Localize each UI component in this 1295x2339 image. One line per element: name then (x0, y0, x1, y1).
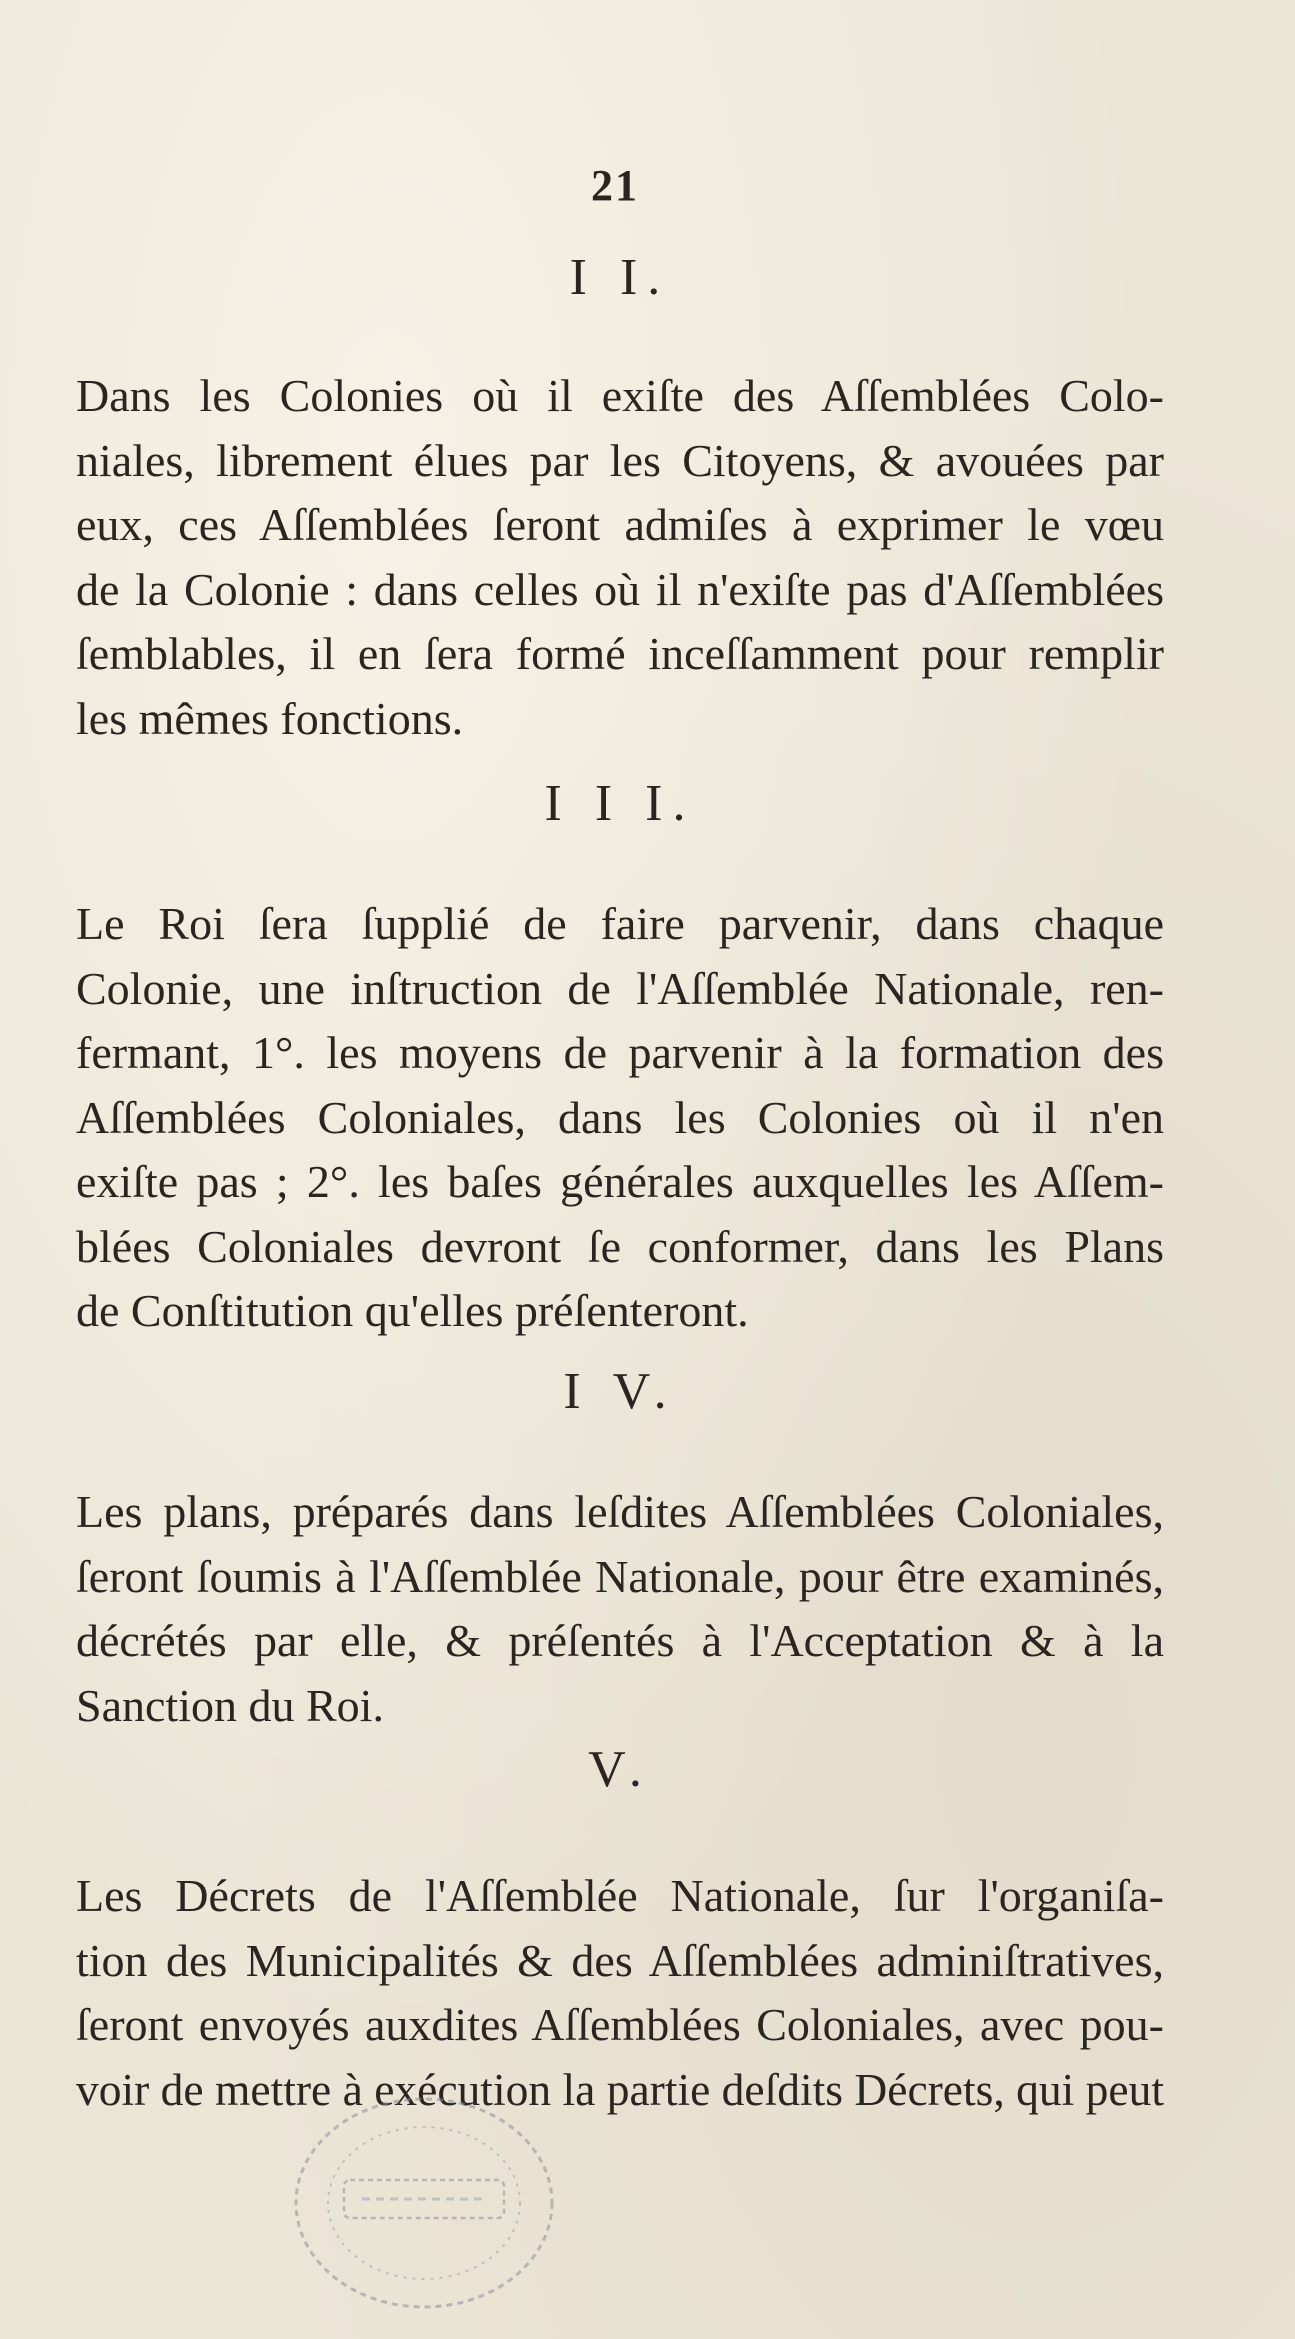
text-line: décrétés par elle, & préſentés à l'Acceptation & à la (76, 1615, 1164, 1666)
text-line: de Conſtitution qu'elles préſenteront. (76, 1285, 749, 1336)
text-line: Aſſemblées Coloniales, dans les Colonies où il n'en (76, 1091, 1164, 1143)
article-4 (76, 1362, 1164, 1738)
article-body (76, 1480, 1164, 1738)
article-3 (76, 774, 1164, 1344)
article-body (76, 892, 1164, 1344)
text-line: Les plans, préparés dans leſdites Aſſemblées Coloniales, (76, 1486, 1164, 1537)
text-line: Colonie, une inſtruction de l'Aſſemblée Nationale, ren- (76, 962, 1164, 1014)
text-line: Dans les Colonies où il exiſte des Aſſemblées Colo- (76, 370, 1164, 421)
text-line: Les Décrets de l'Aſſemblée Nationale, ſur l'organiſa- (76, 1870, 1164, 1921)
article-heading: I I I. (544, 775, 696, 832)
text-line: ſeront ſoumis à l'Aſſemblée Nationale, pour être examinés, (76, 1550, 1164, 1602)
text-line: fermant, 1°. les moyens de parvenir à la formation des (76, 1027, 1164, 1078)
text-line: ſemblables, il en ſera formé inceſſamment pour remplir (76, 628, 1164, 679)
article-5 (76, 1740, 1164, 2122)
text-line: les mêmes fonctions. (76, 692, 464, 744)
text-line: Sanction du Roi. (76, 1679, 384, 1731)
text-line: blées Coloniales devront ſe conformer, dans les Plans (76, 1220, 1164, 1272)
page-number: 21 (591, 161, 639, 210)
article-heading: I V. (563, 1363, 677, 1420)
text-line: Le Roi ſera ſupplié de faire parvenir, dans chaque (76, 898, 1164, 949)
article-2 (76, 248, 1164, 751)
article-heading: I I. (569, 249, 671, 306)
text-line: niales, librement élues par les Citoyens, & avouées par (76, 434, 1164, 486)
text-line: ſeront envoyés auxdites Aſſemblées Coloniales, avec pou- (76, 1999, 1164, 2050)
text-line: de la Colonie : dans celles où il n'exiſte pas d'Aſſemblées (76, 563, 1164, 615)
library-stamp (282, 2085, 567, 2320)
article-body (76, 1864, 1164, 2122)
text-line: eux, ces Aſſemblées ſeront admiſes à exprimer le vœu (76, 499, 1164, 550)
article-body (76, 364, 1164, 751)
article-heading: V. (588, 1741, 652, 1798)
text-line: tion des Municipalités & des Aſſemblées adminiſtratives, (76, 1934, 1164, 1986)
text-line: exiſte pas ; 2°. les baſes générales auxquelles les Aſſem- (76, 1156, 1164, 1207)
text-line: voir de mettre à exécution la partie deſdits Décrets, qui peut (76, 2063, 1164, 2115)
